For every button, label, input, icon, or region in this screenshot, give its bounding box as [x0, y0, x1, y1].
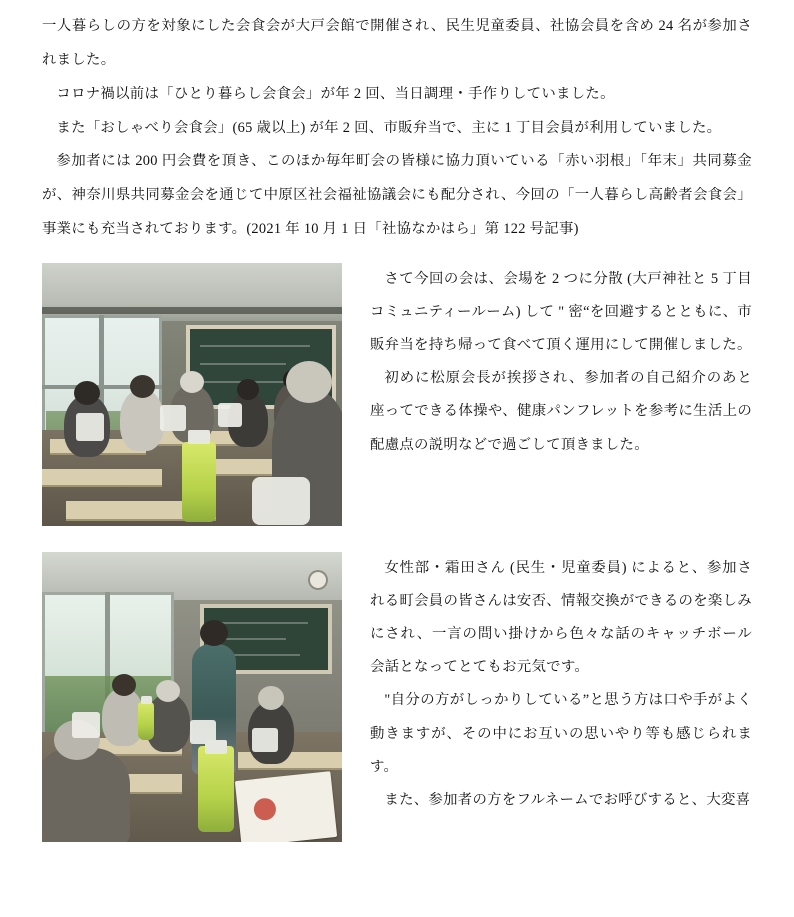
photo-person-head [258, 686, 284, 710]
photo-lunch-bag [218, 403, 242, 427]
section-2-text [342, 552, 752, 817]
photo-lunch-bag [252, 477, 310, 525]
photo-person-head [156, 680, 180, 702]
photo-meeting-room-2 [42, 552, 342, 842]
photo-person-head [74, 381, 100, 405]
photo-person-head [112, 674, 136, 696]
photo-meeting-room-1 [42, 263, 342, 526]
photo-tea-bottle [182, 442, 216, 522]
paragraph-s2-3: また、参加者の方をフルネームでお呼びすると、大変喜 [384, 791, 751, 808]
paragraph-intro-3: また「おしゃべり会食会」(65 歳以上) が年 2 回、市販弁当で、主に 1 丁目会員が利用していました。 [56, 119, 722, 136]
photo-tea-bottle [198, 746, 234, 832]
intro-text-block [42, 10, 752, 247]
photo-lunch-bag [76, 413, 104, 441]
photo-person-head [130, 375, 155, 398]
photo-person-head [180, 371, 204, 393]
section-1-text [342, 263, 752, 462]
photo-bottle-cap [141, 696, 152, 704]
paragraph-intro-2: コロナ禍以前は「ひとり暮らし会食会」が年 2 回、当日調理・手作りしていました。 [56, 85, 615, 102]
paragraph-intro-4: 参加者には 200 円会費を頂き、このほか毎年町会の皆様に協力頂いている「赤い羽根」「年末」共同募金が、神奈川県共同募金会を通じて中原区社会福祉協議会にも配分され、今回の「一人暮らし高齢者会食会」事業にも充当されております。(2021 年 10 月 1 日「社協なかはら」第 122 号記事) [42, 153, 752, 238]
photo-lunch-bag [252, 728, 278, 752]
paragraph-s1-1: さて今回の会は、会場を 2 つに分散 (大戸神社と 5 丁目コミュニティールーム) して " 密“を回避するとともに、市販弁当を持ち帰って食べて頂く運用にして開催しました。 [370, 270, 752, 354]
section-row-2 [42, 552, 752, 842]
paragraph-s2-1: 女性部・霜田さん (民生・児童委員) によると、参加される町会員の皆さんは安否、情報交換ができるのを楽しみにされ、一言の問い掛けから色々な話のキャッチボール会話となってとてもお元気です。 [370, 559, 752, 676]
photo-lunch-bag [160, 405, 186, 431]
photo-person-head [237, 379, 259, 400]
wall-clock-icon [308, 570, 328, 590]
photo-lunch-bag [72, 712, 100, 738]
paragraph-s1-2: 初めに松原会長が挨拶され、参加者の自己紹介のあと座ってできる体操や、健康パンフレットを参考に生活上の配慮点の説明などで過ごして頂きました。 [370, 370, 752, 453]
photo-person [120, 389, 164, 451]
photo-ceiling-beam [42, 307, 342, 314]
photo-bottle-cap [205, 740, 227, 754]
photo-person-head [200, 620, 228, 646]
photo-person-head [286, 361, 332, 403]
photo-health-pamphlet [235, 771, 337, 842]
photo-person-foreground [42, 748, 130, 842]
photo-tea-bottle [138, 702, 154, 740]
photo-bottle-cap [188, 430, 210, 444]
paragraph-intro-1: 一人暮らしの方を対象にした会食会が大戸会館で開催され、民生児童委員、社協会員を含め 24 名が参加されました。 [42, 18, 752, 68]
section-row-1 [42, 263, 752, 526]
photo-desk [42, 469, 162, 485]
paragraph-s2-2: "自分の方がしっかりしている”と思う方は口や手がよく動きますが、その中にお互いの思いやり等も感じられます。 [370, 692, 752, 775]
